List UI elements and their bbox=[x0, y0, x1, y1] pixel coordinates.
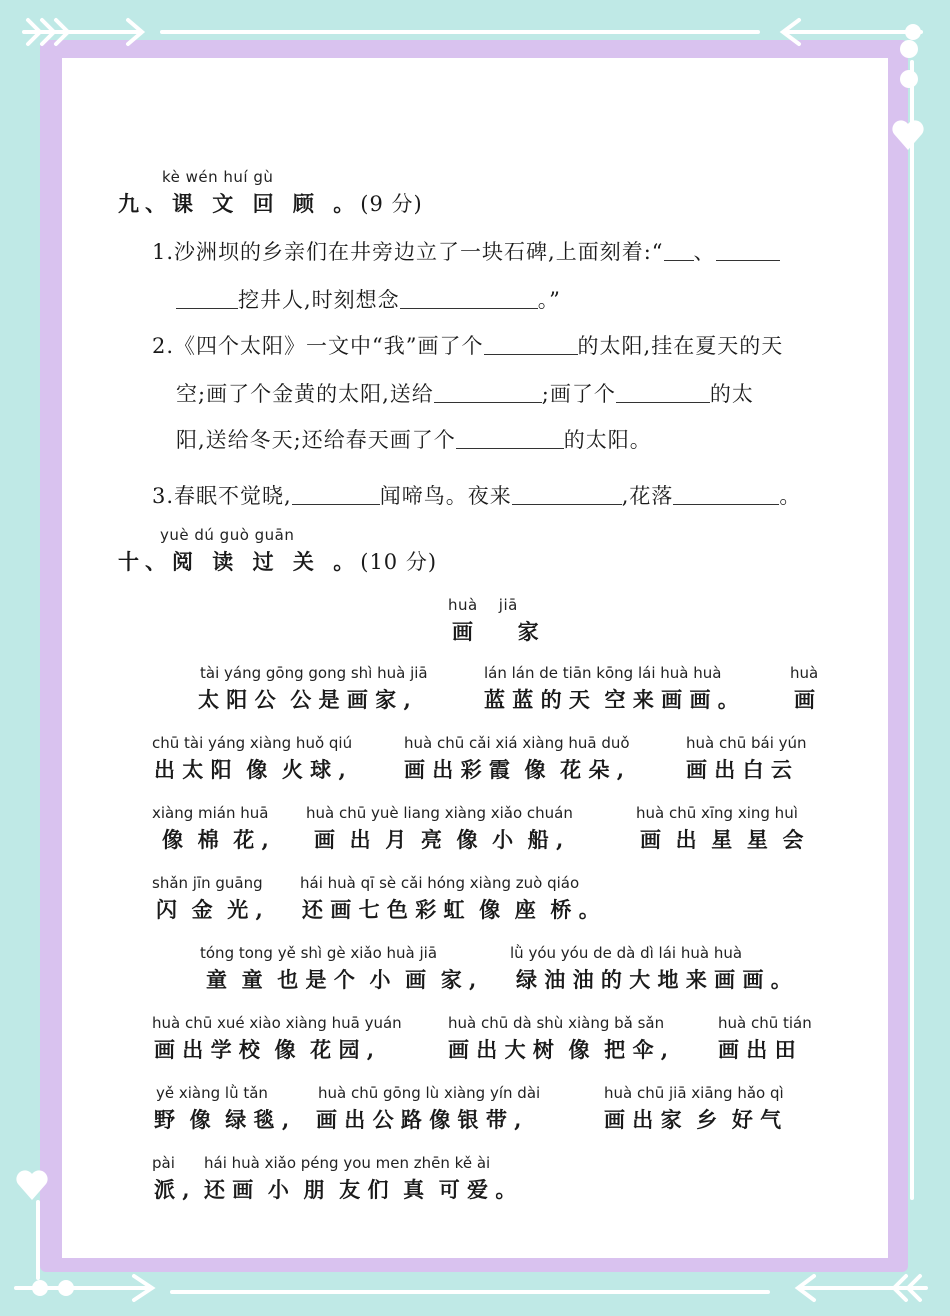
pinyin-segment: pài bbox=[152, 1154, 175, 1172]
q2-line1 bbox=[152, 330, 783, 360]
text-segment: 闪 金 光 , bbox=[156, 897, 263, 922]
q2-text-c: 空;画了个金黄的太阳,送给 bbox=[176, 382, 434, 406]
section9-title-text: 九、课 文 回 顾 。 bbox=[118, 191, 361, 216]
text-segment: 画 出 星 星 会 bbox=[640, 827, 804, 852]
arrow-right-icon bbox=[10, 1268, 160, 1308]
q2-blank-2[interactable] bbox=[434, 382, 542, 403]
pinyin-segment: huà chū cǎi xiá xiàng huā duǒ bbox=[404, 734, 630, 752]
text-segment: 太 阳 公 公 是 画 家 , bbox=[198, 687, 411, 712]
q1-line1 bbox=[152, 236, 780, 266]
pinyin-segment: hái huà xiǎo péng you men zhēn kě ài bbox=[204, 1154, 491, 1172]
text-segment: 画 出 大 树 像 把 伞 , bbox=[448, 1037, 669, 1062]
text-segment: 画 出 月 亮 像 小 船 , bbox=[314, 827, 564, 852]
arrow-feather-icon bbox=[790, 1268, 930, 1308]
right-border-line bbox=[910, 60, 914, 1200]
text-segment: 画 出 彩 霞 像 花 朵 , bbox=[404, 757, 625, 782]
q2-blank-1[interactable] bbox=[484, 334, 578, 355]
pinyin-segment: tài yáng gōng gong shì huà jiā bbox=[200, 664, 428, 682]
section10-score: (10 分) bbox=[360, 550, 438, 574]
passage-title: 画 家 bbox=[452, 619, 549, 644]
q3-line bbox=[152, 480, 801, 510]
q3-text-d: 。 bbox=[779, 484, 802, 508]
text-segment: 还 画 七 色 彩 虹 像 座 桥 。 bbox=[302, 897, 600, 922]
q3-text-a: 3.春眠不觉晓, bbox=[152, 484, 292, 508]
text-segment: 蓝 蓝 的 天 空 来 画 画 。 bbox=[484, 687, 739, 712]
pinyin-segment: tóng tong yě shì gè xiǎo huà jiā bbox=[200, 944, 438, 962]
section10-title-text: 十、阅 读 过 关 。 bbox=[118, 549, 361, 574]
q1-line2 bbox=[176, 284, 561, 314]
text-segment: 还 画 小 朋 友 们 真 可 爱 。 bbox=[204, 1177, 517, 1202]
text-segment: 童 童 也 是 个 小 画 家 , bbox=[206, 967, 477, 992]
text-segment: 画 出 家 乡 好 气 bbox=[604, 1107, 782, 1132]
q1-text-2: 挖井人,时刻想念 bbox=[238, 288, 400, 312]
pinyin-segment: lǜ yóu yóu de dà dì lái huà huà bbox=[510, 944, 743, 962]
left-border-line bbox=[36, 1200, 40, 1280]
pinyin-segment: huà chū xīng xing huì bbox=[636, 804, 798, 822]
q2-blank-4[interactable] bbox=[456, 428, 564, 449]
decor-dot bbox=[900, 70, 918, 88]
q1-blank-4[interactable] bbox=[400, 288, 538, 309]
pinyin-segment: lán lán de tiān kōng lái huà huà bbox=[484, 664, 722, 682]
q3-text-c: ,花落 bbox=[621, 484, 674, 508]
q3-blank-2[interactable] bbox=[512, 484, 622, 505]
q2-line2 bbox=[176, 378, 754, 408]
text-segment: 画 出 田 bbox=[718, 1037, 796, 1062]
text-segment: 画 bbox=[794, 687, 815, 712]
q2-text-d: ;画了个 bbox=[541, 382, 616, 406]
q1-end: 。” bbox=[537, 288, 561, 312]
bottom-border-line bbox=[170, 1290, 770, 1294]
pinyin-segment: huà chū bái yún bbox=[686, 734, 807, 752]
section9-title bbox=[118, 188, 423, 218]
pinyin-segment: chū tài yáng xiàng huǒ qiú bbox=[152, 734, 353, 752]
q2-text-f: 阳,送给冬天;还给春天画了个 bbox=[176, 428, 456, 452]
decor-dot bbox=[900, 40, 918, 58]
text-segment: 出 太 阳 像 火 球 , bbox=[154, 757, 346, 782]
q3-text-b: 闻啼鸟。夜来 bbox=[379, 484, 512, 508]
pinyin-segment: yě xiàng lǜ tǎn bbox=[156, 1084, 268, 1102]
arrow-feather-icon bbox=[20, 14, 150, 50]
pinyin-segment: huà chū tián bbox=[718, 1014, 812, 1032]
pinyin-segment: hái huà qī sè cǎi hóng xiàng zuò qiáo bbox=[300, 874, 580, 892]
text-segment: 画 出 白 云 bbox=[686, 757, 792, 782]
section10-pinyin: yuè dú guò guān bbox=[160, 526, 295, 544]
q1-blank-3[interactable] bbox=[176, 288, 238, 309]
pinyin-segment: huà chū xué xiào xiàng huā yuán bbox=[152, 1014, 402, 1032]
q1-comma: 、 bbox=[693, 240, 716, 264]
pinyin-segment: huà chū yuè liang xiàng xiǎo chuán bbox=[306, 804, 573, 822]
pinyin-segment: huà bbox=[790, 664, 819, 682]
text-segment: 野 像 绿 毯 , bbox=[154, 1107, 290, 1132]
q2-text-b: 的太阳,挂在夏天的天 bbox=[577, 334, 784, 358]
heart-icon bbox=[14, 1168, 50, 1202]
heart-icon bbox=[890, 118, 926, 152]
section9-score: (9 分) bbox=[360, 192, 423, 216]
q3-blank-3[interactable] bbox=[673, 484, 779, 505]
pinyin-segment: xiàng mián huā bbox=[152, 804, 269, 822]
pinyin-segment: huà chū jiā xiāng hǎo qì bbox=[604, 1084, 784, 1102]
q1-text: 1.沙洲坝的乡亲们在井旁边立了一块石碑,上面刻着:“ bbox=[152, 240, 664, 264]
pinyin-segment: huà chū dà shù xiàng bǎ sǎn bbox=[448, 1014, 665, 1032]
text-segment: 画 出 学 校 像 花 园 , bbox=[154, 1037, 375, 1062]
q2-text-e: 的太 bbox=[709, 382, 754, 406]
q2-blank-3[interactable] bbox=[616, 382, 710, 403]
text-segment: 像 棉 花 , bbox=[162, 827, 269, 852]
pinyin-segment: huà chū gōng lù xiàng yín dài bbox=[318, 1084, 541, 1102]
q1-blank-1[interactable] bbox=[664, 240, 694, 261]
q2-text-g: 的太阳。 bbox=[563, 428, 652, 452]
text-segment: 画 出 公 路 像 银 带 , bbox=[316, 1107, 522, 1132]
q3-blank-1[interactable] bbox=[292, 484, 380, 505]
q2-line3 bbox=[176, 424, 652, 454]
section10-title bbox=[118, 546, 437, 576]
top-border-line bbox=[160, 30, 760, 34]
q1-blank-2[interactable] bbox=[716, 240, 780, 261]
section9-pinyin: kè wén huí gù bbox=[162, 168, 274, 186]
text-segment: 绿 油 油 的 大 地 来 画 画 。 bbox=[516, 967, 792, 992]
pinyin-segment: shǎn jīn guāng bbox=[152, 874, 263, 892]
passage-title-pinyin: huà jiā bbox=[448, 596, 518, 614]
text-segment: 派 , bbox=[154, 1177, 190, 1202]
q2-text-a: 2.《四个太阳》一文中“我”画了个 bbox=[152, 334, 484, 358]
